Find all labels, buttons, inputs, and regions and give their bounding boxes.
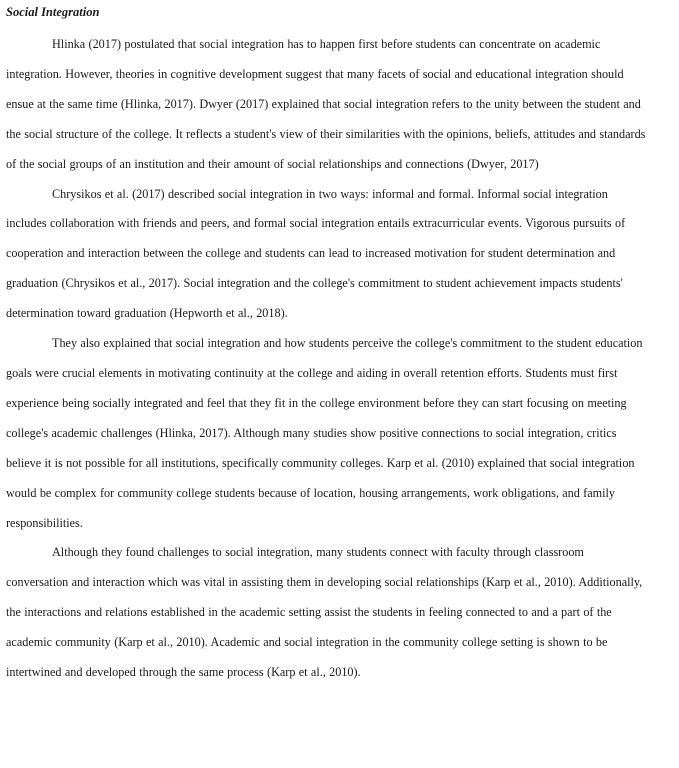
paragraph-2: Chrysikos et al. (2017) described social integration in two ways: informal and formal. Informal social integration includes collaboration with friends and peers, and formal social integration entails extracurricular events. Vigorous pursuits of cooperation and interaction between the college and students can lead to increased motivation for student determination and graduation (Chrysikos et al., 2017). Social integration and the college's commitment to student achievement impacts students' determination toward graduation (Hepworth et al., 2018).: [6, 186, 626, 321]
paragraph-1: Hlinka (2017) postulated that social integration has to happen first before students can concentrate on academic integration. However, theories in cognitive development suggest that many facets of social and educational integration should ensue at the same time (Hlinka, 2017). Dwyer (2017) explained that social integration refers to the unity between the student and the social structure of the college. It reflects a student's view of their similarities with the opinions, beliefs, attitudes and standards of the social groups of an institution and their amount of social relationships and connections (Dwyer, 2017): [6, 37, 646, 171]
section-heading: Social Integration: [6, 5, 100, 19]
paragraph-3: They also explained that social integration and how students perceive the college's commitment to the student education goals were crucial elements in motivating continuity at the college and aiding in overall retention efforts. Students must first experience being socially integrated and feel that they fit in the college environment before they can start focusing on meeting college's academic challenges (Hlinka, 2017). Although many studies show positive connections to social integration, critics believe it is not possible for all institutions, specifically community colleges. Karp et al. (2010) explained that social integration would be complex for community college students because of location, housing arrangements, work obligations, and family responsibilities.: [6, 336, 643, 530]
paragraph-4: Although they found challenges to social integration, many students connect with faculty through classroom conversation and interaction which was vital in assisting them in developing social relationships (Karp et al., 2010). Additionally, the interactions and relations established in the academic setting assist the students in feeling connected to and a part of the academic community (Karp et al., 2010). Academic and social integration in the community college setting is shown to be intertwined and developed through the same process (Karp et al., 2010).: [6, 545, 643, 680]
